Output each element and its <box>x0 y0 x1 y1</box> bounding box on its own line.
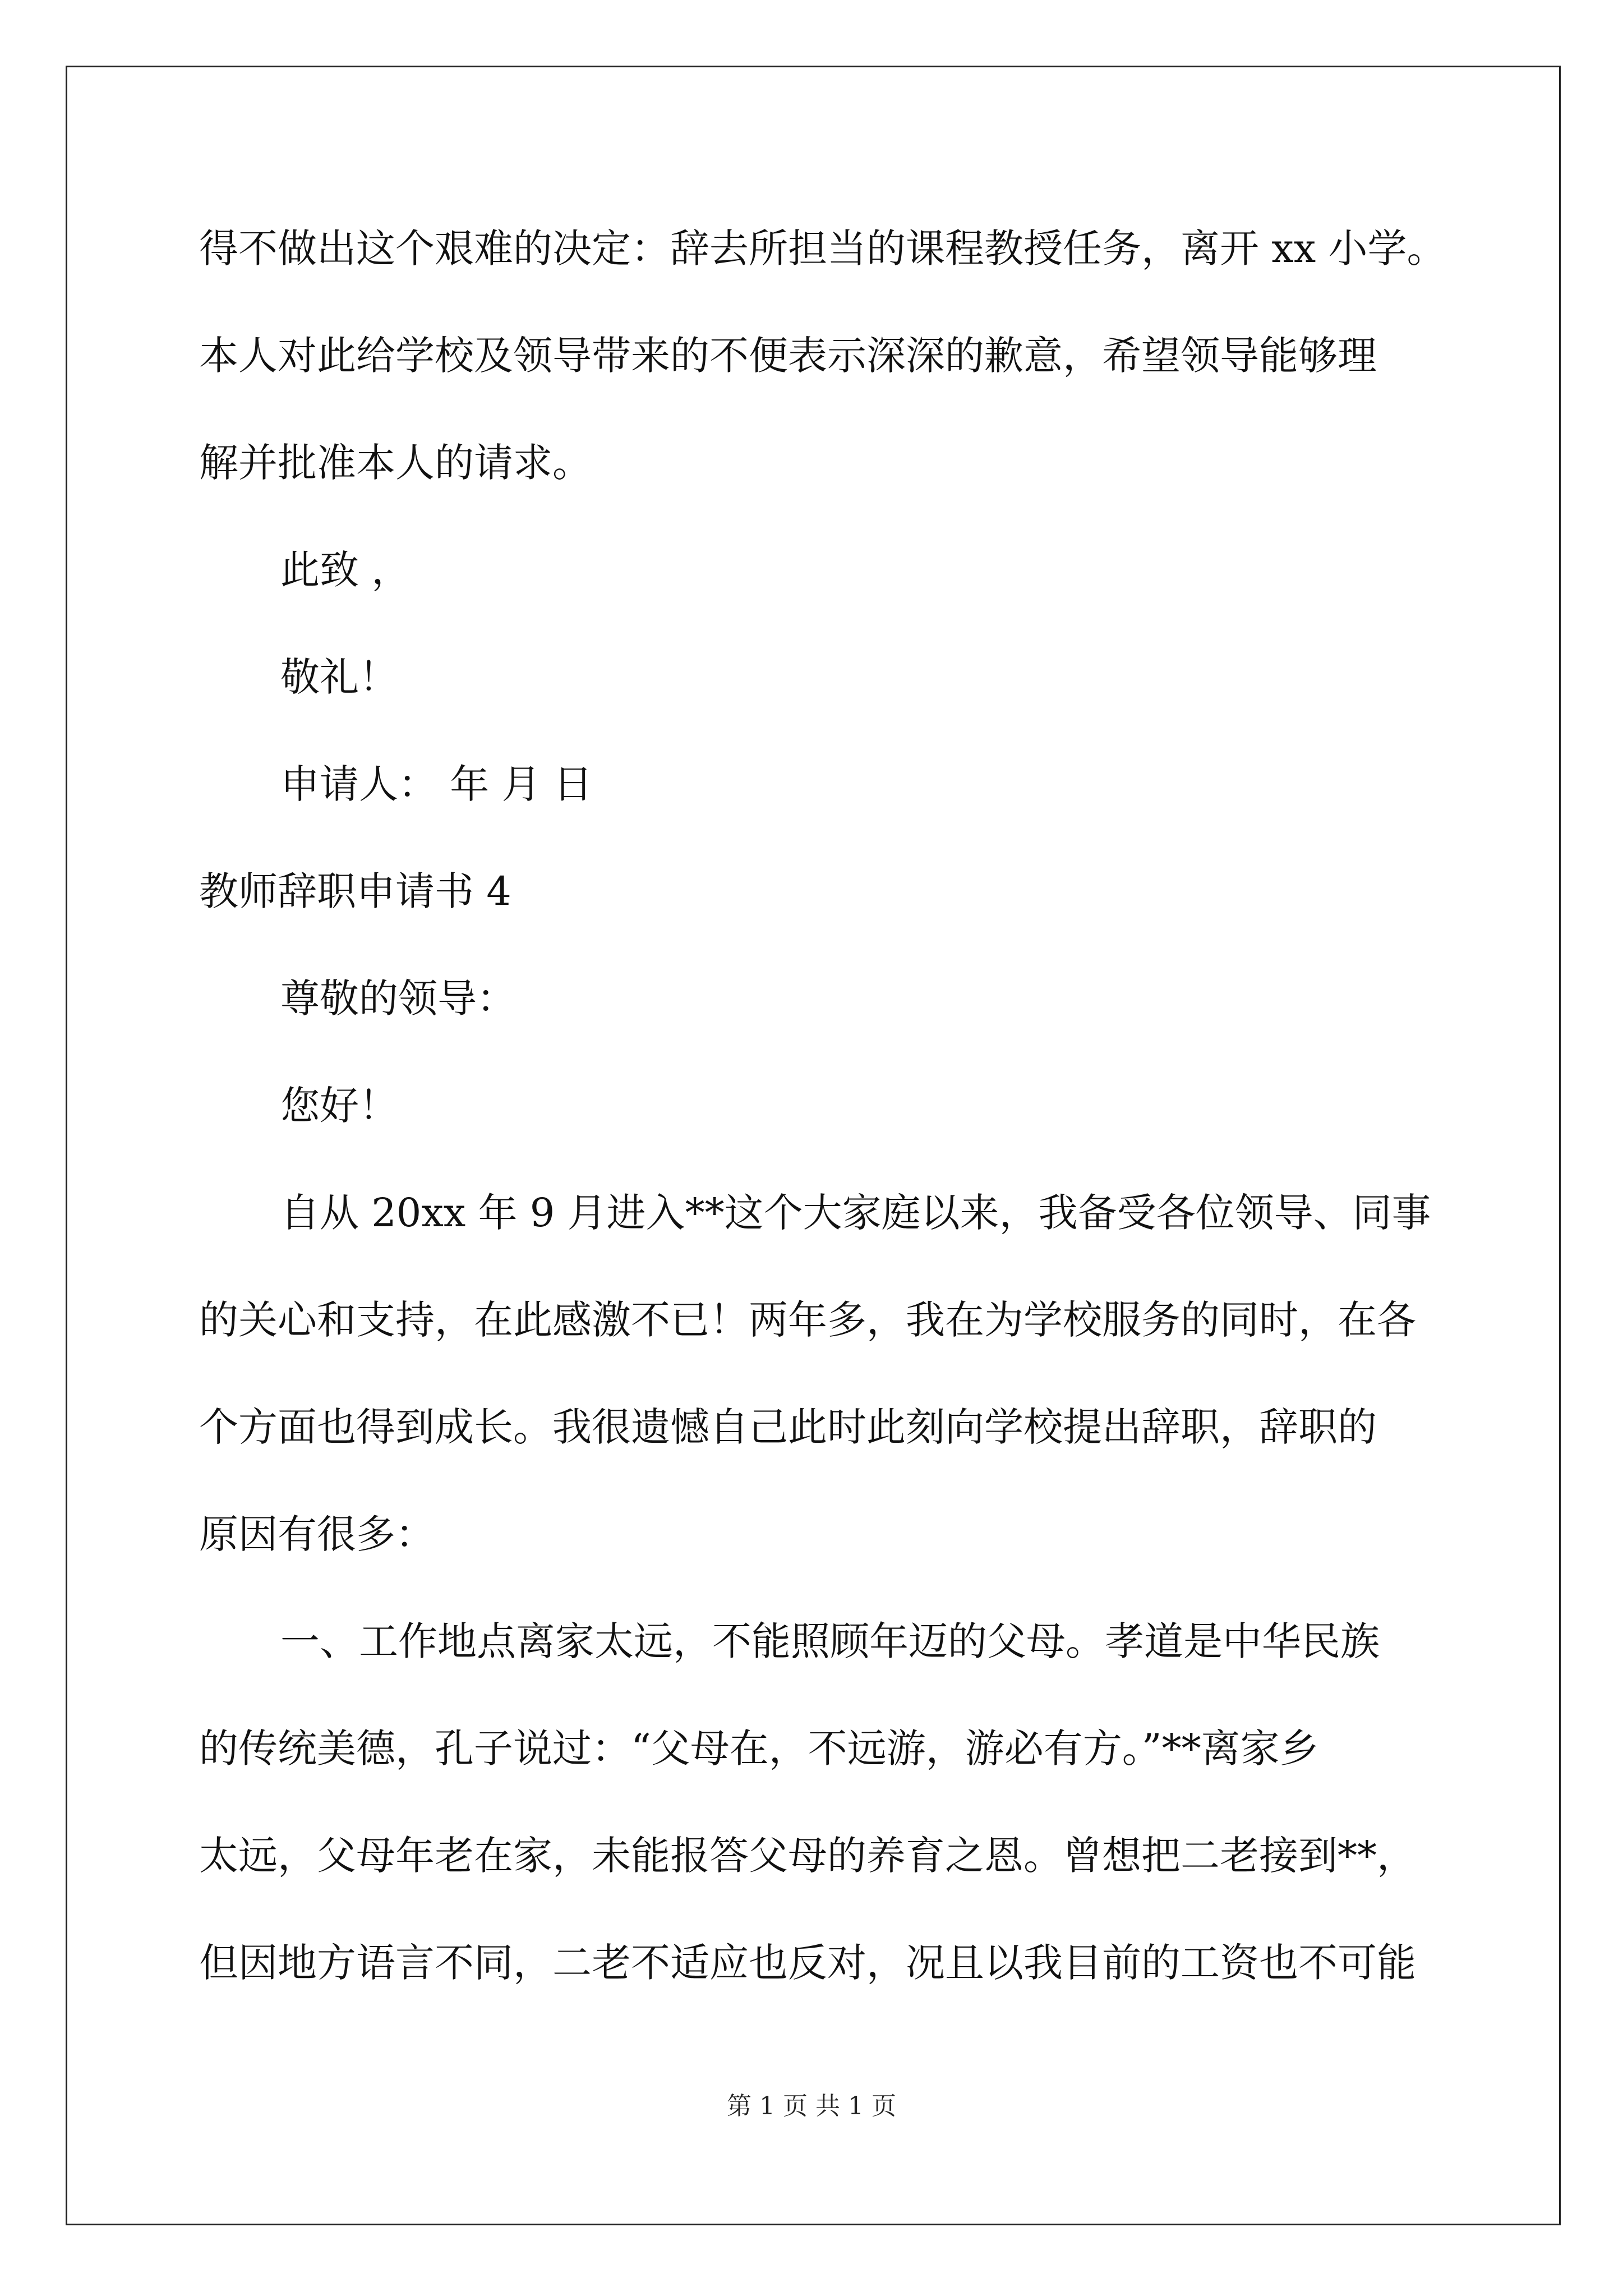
body-text-line: 太远，父母年老在家，未能报答父母的养育之恩。曾想把二老接到**， <box>199 1833 1416 1879</box>
closing-salutation: 此致 ， <box>280 547 411 593</box>
body-text-line: 自从 20xx 年 9 月进入**这个大家庭以来，我备受各位领导、同事 <box>280 1190 1431 1236</box>
body-text-line: 的关心和支持，在此感激不已！两年多，我在为学校服务的同时，在各 <box>199 1297 1416 1343</box>
page-footer: 第 1 页 共 1 页 <box>727 2092 896 2120</box>
body-text-line: 得不做出这个艰难的决定：辞去所担当的课程教授任务，离开 xx 小学。 <box>199 226 1446 272</box>
greeting-hello: 您好！ <box>280 1083 398 1129</box>
body-text-line: 但因地方语言不同，二老不适应也反对，况且以我目前的工资也不可能 <box>199 1940 1416 1986</box>
body-text-line: 本人对此给学校及领导带来的不便表示深深的歉意，希望领导能够理 <box>199 333 1377 379</box>
body-text-line: 的传统美德，孔子说过：“父母在，不远游，游必有方。”**离家乡 <box>199 1726 1319 1772</box>
body-text-line: 个方面也得到成长。我很遗憾自己此时此刻向学校提出辞职，辞职的 <box>199 1404 1377 1450</box>
body-text-line: 一、工作地点离家太远，不能照顾年迈的父母。孝道是中华民族 <box>280 1618 1380 1664</box>
page-border <box>66 66 1561 2225</box>
closing-regards: 敬礼！ <box>280 654 398 700</box>
body-text-line: 解并批准本人的请求。 <box>199 440 592 486</box>
section-heading: 教师辞职申请书 4 <box>199 868 511 914</box>
body-text-line: 原因有很多： <box>199 1511 435 1557</box>
greeting: 尊敬的领导： <box>280 976 516 1022</box>
applicant-signature-line: 申请人： 年 月 日 <box>280 761 593 807</box>
